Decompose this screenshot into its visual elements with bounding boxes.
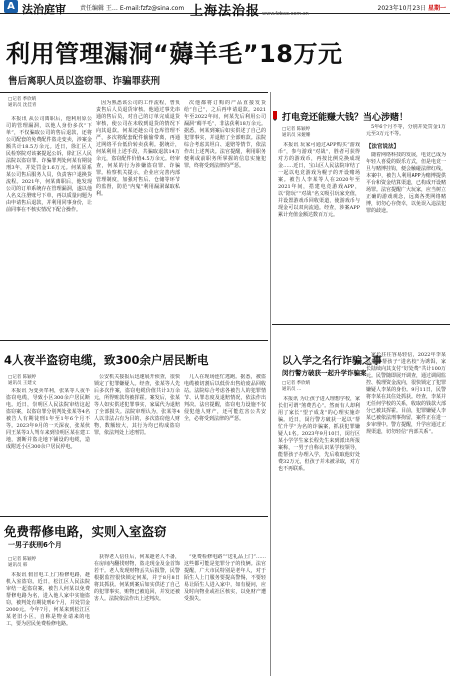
right-section-rule bbox=[272, 324, 450, 325]
lead-headline: 利用管理漏洞“薅羊毛”18万元 bbox=[6, 40, 343, 68]
lead-column-3 bbox=[184, 100, 266, 336]
right-top-col2-text: 5年6个月不等，分别并处罚金1万元至3万元不等。 bbox=[366, 124, 446, 137]
bottom-left-column-2 bbox=[94, 554, 180, 674]
right-bottom-col1-text: 本报讯 为让孩子进入理想学校，家长们可谓“煞费苦心”。然而有人却利用了家长“望子成龙”的心理实施诈骗。近日，闵行警方破获一起以“帮忙升学”为名的诈骗案，抓获犯罪嫌疑人1名。2023年9月10日，闵行区某小学学生家长程先生来到派出所报案称，一男子自称认识某学校领导，能帮孩子办理入学，先后收取他好处费32万元，但孩子并未被录取，对方也不再联系。 bbox=[278, 396, 360, 472]
masthead-title: 上海法治报 bbox=[190, 4, 261, 19]
right-bottom-column-2 bbox=[366, 352, 446, 674]
masthead-url: www.fzbao.com.cn bbox=[262, 11, 309, 17]
right-bottom-byline: □记者 季欣晴 通讯员 … bbox=[282, 381, 311, 392]
right-top-byline: □记者 陈颖婷 通讯员 宋娅姗 bbox=[282, 127, 311, 138]
right-bottom-column-1 bbox=[278, 396, 360, 674]
mid-left-col1-text: 本报讯 为变卖牟利，张某等人夜半盗窃电缆，导致小区300余户居民断电。近日，崇明区人民法院审结这起盗窃案，以盗窃罪分别判处张某等4名被告人有期徒刑1年至1年6个月不等。2023年9月的一天深夜，张某伙同王某等3人驾车来到崇明区某在建工地，割断并盗走地下铺设的电缆，造成附近小区300余户居民停电。 bbox=[6, 388, 90, 450]
lead-col3-text: 次他都将订购的产品直接发货给“自己”，之后再申请退款。2021年至2022年间，何某先后利用公司漏洞“薅羊毛”，非法获利18万余元。据悉，何某到案后如实供述了自己的犯罪事实，并退赔了全部赃款。法院综合考虑其坦白、退赔等情节，依法作出上述判决。法官提醒，利用职务便利或前职务所掌握的信息实施犯罪，终将受到法律的严惩。 bbox=[184, 100, 266, 169]
lead-rule bbox=[0, 92, 268, 93]
lead-byline: □记者 季欣晴 通讯员 沈佳青 bbox=[8, 97, 37, 108]
issue-date bbox=[378, 3, 446, 12]
mid-left-column-1 bbox=[6, 388, 90, 510]
bottom-left-byline: □记者 陈颖婷 通讯员 韩 bbox=[8, 557, 37, 568]
lead-col1-text: 本报讯 从公司离职后，他利用原公司的管理漏洞，以他人身份多次“下单”，不仅骗取公司的售后退款，还将公司配套的免费配件盗走变卖，涉案金额共计18.5万余元。近日，徐汇区人民检察院对该案提起公诉，徐汇区人民法院以盗窃罪、诈骗罪判处何某有期徒刑3年，并处罚金1.6万元。何某原系某公司售后服务人员，负责客户退换货流程。2021年，何某离职后，他发现公司的订单系统存在管理漏洞，遂以他人名义注册账号下单，再以质量问题为由申请售后退款，并利用同事身份，让前同事在不核实情况下配合操作。 bbox=[6, 116, 92, 213]
mid-left-column-2 bbox=[94, 374, 180, 510]
bottom-left-col2-text: 获得老人信任后，何某趁老人不备，在房间内翻找财物，盗走现金及金首饰若干。老人发现财物丢失后报警，民警根据监控很快锁定何某，并于8月8日将其抓获。何某到案后如实供述了自己的犯罪事实，赃物已被追回，并发还被害人。法院依法作出上述判决。 bbox=[94, 554, 180, 602]
mid-left-headline: 4人夜半盗窃电缆，致300余户居民断电 bbox=[4, 353, 209, 367]
bottom-left-col3-text: “免费检修电路”“送礼品上门”……这些都可能是犯罪分子的伎俩。法官提醒，广大市民特别是老年人，对于陌生人上门服务要提高警惕，不要轻易让陌生人进入家中，如有疑问，应及时向物业或社区核实，以免财产遭受损失。 bbox=[184, 554, 266, 602]
lead-subheadline: 售后离职人员以盗窃罪、诈骗罪获刑 bbox=[8, 76, 161, 87]
judge-note-title: 【法官说法】 bbox=[366, 144, 400, 150]
bottom-left-subheadline: 一男子获刑6个月 bbox=[8, 541, 62, 549]
bottom-left-headline: 免费帮修电路，实则入室盗窃 bbox=[4, 524, 167, 539]
bottom-left-col1-text: 本报讯 假冒电工上门检修电路，趁机入室盗窃。近日，松江区人民法院审结一起盗窃案，被告人何某以免费帮修电路为名，进入他人家中实施盗窃，被判处有期徒刑6个月，并处罚金2000元。今年7月，何某来到松江区某老旧小区，自称是物业请来的电工，要为居民免费检修电路。 bbox=[6, 572, 90, 627]
page-letter-badge: A bbox=[4, 0, 18, 13]
judge-note-text bbox=[366, 152, 446, 318]
editor-line: 责任编辑 王… E-mail:fzfz@sina.com bbox=[80, 5, 185, 12]
issue-weekday: 星期一 bbox=[427, 5, 446, 12]
mid-left-rule bbox=[0, 340, 268, 341]
lead-col2-text: 因为熟悉该公司的工作流程，曾负责售后人员退货审核。他通过事先串通的售后员，对自己的订单完成退货审核，使公司在未收到退货的情况下向其退款。何某还趁公司仓库管理不严，多次将配套配件偷偷带离，再通过网络平台低价转卖获利。据统计，何某利用上述手段，共骗取退款14万余元，盗窃配件价值4.5万余元。经审查，何某的行为涉嫌盗窃罪、诈骗罪。检察机关提示，企业应完善内部管理制度，加强对售后、仓储等环节的监督，防范“内鬼”利用漏洞谋取私利。 bbox=[96, 100, 180, 197]
issue-date-text: 2023年10月23日 bbox=[377, 5, 427, 12]
right-bottom-headline: 以入学之名行诈骗之事 bbox=[282, 356, 382, 367]
bottom-left-column-1 bbox=[6, 572, 90, 674]
section-title: 法治庭审 bbox=[22, 3, 66, 16]
right-top-col1-text: 本报讯 玩家可通过APP购买“游戏币”，参与游戏“对战”，胜者可获得对方的游戏币，再按比例兑换成现金……近日，宝山区人民法院审结了一起以电竞游戏为幌子的开设赌场案。被告人李某等人在2020年至2021年间，搭建电竞游戏APP，以“陪玩”“对战”名义吸引玩家充值，并设置游戏币回收渠道，使游戏币与现金可以双向流通。经查，涉案APP累计充值金额达数百万元。 bbox=[278, 142, 360, 218]
masthead bbox=[190, 0, 309, 19]
lead-column-2 bbox=[96, 100, 180, 336]
right-top-headline: 打电竞还能赚大钱？当心涉赌！ bbox=[282, 113, 409, 123]
right-bottom-col2-text: 家长往往容易轻信，2022年李某以能够帮孩子“进名校”为诱饵，家长陆续向其支付“好处费”共计100万元。民警随即展开调查，通过调阅监控、梳理资金流向，很快锁定了犯罪嫌疑人李某的身份。9月11日，民警将李某在其住处抓获。经查，李某并无任何学校的关系，收取的钱款大部分已被其挥霍。目前，犯罪嫌疑人李某已被依法刑事拘留，案件正在进一步审理中。警方提醒，升学应通过正规渠道，切勿轻信“内部关系”。 bbox=[366, 352, 446, 435]
column-divider bbox=[270, 92, 271, 676]
mid-left-col2-text: 公安机关接报后迅速展开侦查，很快锁定了犯罪嫌疑人。经查，张某等人先后多次作案，盗窃电缆价值共计3万余元，所得赃款均被挥霍。案发后，张某等人如实供述犯罪事实，家属代为退赔了全部损失。法院审理认为，张某等4人以非法占有为目的，多次盗窃他人财物，数额较大，其行为均已构成盗窃罪，依法判处上述刑罚。 bbox=[94, 374, 180, 436]
right-top-column-1 bbox=[278, 142, 360, 318]
bottom-left-rule bbox=[0, 516, 268, 517]
right-top-column-2 bbox=[366, 124, 446, 138]
pencil-icon bbox=[272, 111, 278, 121]
page-header bbox=[0, 0, 450, 19]
judge-note-body: 随着网络科技的发展，电竞已成为年轻人喜爱的娱乐方式，但是电竞一旦与赌博挂钩，便会触碰法律红线。本案中，被告人利用APP为赌博提供平台和资金结算渠道，已构成开设赌场罪。法官提醒广大玩家，应当树立正确的游戏观念，远离各类网络赌博，切勿心存侥幸，以免误入违法犯罪的歧途。 bbox=[366, 152, 446, 214]
mid-left-col3-text: 几人在现场连忙逃跑。据悉，被盗电缆被切割后以低价出售给废品回收站。法院综合考虑各被告人的犯罪情节、认罪态度及退赔情况，依法作出判决。法官提醒，盗窃电力设施不仅侵犯他人财产，还可能危害公共安全，必将受到法律的严惩。 bbox=[184, 374, 266, 422]
mid-left-byline: □记者 陈颖婷 通讯员 王建文 bbox=[8, 375, 37, 386]
lead-column-1 bbox=[6, 116, 92, 336]
bottom-left-column-3 bbox=[184, 554, 266, 674]
mid-left-column-3 bbox=[184, 374, 266, 510]
right-bottom-subheadline: 闵行警方破获一起升学诈骗案 bbox=[282, 369, 367, 377]
